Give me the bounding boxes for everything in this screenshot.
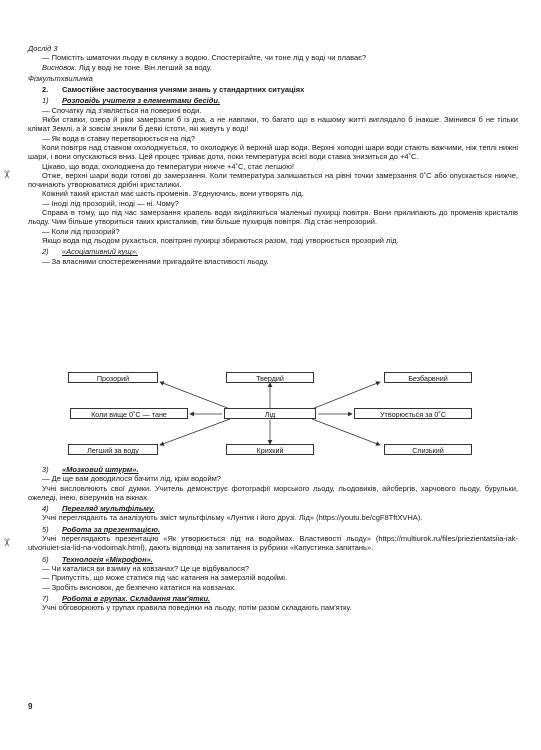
subsection-number: 5) [42, 524, 49, 534]
arrow-top-left [160, 382, 230, 409]
subsection-3-heading [28, 465, 518, 474]
break-title: Фізкультхвилинка [28, 73, 93, 83]
experiment-title: Дослід 3 [28, 44, 58, 53]
subsection-7-text: Учні обговорюють у групах правила поведінки на льоду, потім разом складають пам'ятку. [42, 603, 352, 613]
property-transparent: Прозорий [68, 372, 158, 383]
experiment-instruction: — Помістіть шматочки льоду в склянку з водою. Спостерігайте, чи тоне лід у воді чи плаває? [42, 53, 367, 63]
scissors-icon: ✂ [0, 169, 13, 180]
subsection-3-text: Учні висловлюють свої думки. Учитель демонструє фотографії морського льоду, льодовиків, айсбергів, харчового льоду, бурульки, ожеледі, інею, візерунків на вікнах. [28, 483, 518, 502]
subsection-number: 2) [42, 247, 49, 257]
subsection-6-question: — Зробіть висновок, де безпечно кататися на ковзанах. [42, 582, 237, 592]
story-paragraph: Коли повітря над ставком охолоджується, то охолоджує й верхній шар води. Верхні холодні шари води стають важчими, ніж теплі нижні шари, і вони опускаються вниз. Цей процес триває доти, поки температура всієї води ставка знизиться до +4˚С. [28, 142, 518, 162]
story-paragraph: Кожний такий кристал має шість променів. З'єднуючись, вони утворять лід. [42, 189, 304, 199]
conclusion-label: Висновок. [42, 62, 77, 72]
experiment-conclusion [28, 63, 518, 72]
conclusion-text: Лід у воді не тоне. Він легший за воду. [76, 62, 212, 72]
scissors-icon: ✂ [0, 537, 13, 548]
subsection-title: Технологія «Мікрофон». [62, 554, 153, 564]
property-slippery: Слизький [384, 444, 472, 455]
subsection-6-question: — Чи каталися ви взимку на ковзанах? Це це відбувалося? [42, 563, 250, 573]
property-forms: Утворюється за 0˚С [354, 408, 472, 419]
subsection-6-question: — Припустіть, що може статися під час катання на замерзлій водоймі. [42, 573, 288, 583]
property-melts: Коли вище 0˚С — тане [70, 408, 188, 419]
property-brittle: Крихкий [226, 444, 314, 455]
subsection-7-heading [28, 594, 518, 603]
subsection-number: 6) [42, 554, 49, 564]
section-number: 2. [42, 85, 49, 95]
diagram-center-ice: Лід [224, 408, 316, 419]
property-solid: Твердий [226, 372, 314, 383]
story-question: — Коли лід прозорий? [42, 226, 120, 236]
subsection-4-text: Учні переглядають та аналізують зміст мультфільму «Лунтик і його друзі. Лід» (https://youtu.be/cgF8TftXVHA). [42, 513, 423, 523]
subsection-title: «Мозковий штурм». [62, 465, 139, 474]
story-line: — Спочатку лід з'являється на поверхні води. [42, 105, 202, 115]
subsection-5-heading [28, 525, 518, 534]
story-paragraph: Якщо вода під льодом рухається, повітряні пухирці збираються разом, тоді утворюється прозорий лід. [42, 235, 399, 245]
subsection-number: 4) [42, 504, 49, 514]
arrow-bottom-left [160, 419, 230, 445]
association-diagram [50, 368, 490, 458]
subsection-title: «Асоціативний кущ». [62, 247, 138, 257]
story-paragraph: Справа в тому, що під час замерзання крапель води виділяються маленькі пухирці повітря. Вони прилипають до променів кристалів льоду. Чим більше утвориться таких кристаликів, тим більше пухирців повітря. Лід стає непрозорий. [28, 208, 518, 227]
subsection-5-text: Учні переглядають презентацію «Як утворюється лід на водоймах. Властивості льоду» (https://multiurok.ru/files/priezientatsiia-iak-utvoriuiet-sia-lid-na-vodoimak.html), дають відповіді на запитання із рубрики «Капустинка запитань». [28, 534, 518, 553]
story-paragraph: Отже, верхні шари води готові до замерзання. Коли температура залишається на рівні точки замерзання 0˚С або опускається нижче, починають утворюватися дрібні кристалики. [28, 170, 518, 190]
section-heading [28, 85, 518, 94]
subsection-number: 3) [42, 465, 49, 474]
subsection-6-heading [28, 555, 518, 564]
subsection-title: Робота за презентацією. [62, 524, 161, 534]
page-number: 9 [28, 702, 33, 711]
subsection-2-text: — За власними спостереженнями пригадайте властивості льоду. [42, 256, 269, 266]
subsection-3-question: — Де ще вам доводилося бачити лід, крім водойм? [42, 474, 221, 484]
arrow-bottom-right [312, 419, 380, 445]
subsection-title: Робота в групах. Складання пам'ятки. [62, 593, 211, 603]
story-question: — Іноді лід прозорий, іноді — ні. Чому? [42, 198, 179, 208]
story-paragraph: Цікаво, що вода, охолоджена до температури нижче +4˚С, стає легшою! [42, 161, 294, 171]
subsection-title: Перегляд мультфільму. [62, 504, 155, 514]
text-top [28, 44, 518, 266]
text-bottom [28, 463, 518, 612]
property-lighter: Легший за воду [68, 444, 158, 455]
story-question: — Як вода в ставку перетворюється на лід? [42, 133, 196, 143]
property-colorless: Безбарвний [384, 372, 472, 383]
subsection-title: Розповідь учителя з елементами бесіди. [62, 96, 221, 106]
arrow-top-right [312, 382, 380, 409]
story-paragraph: Якби ставки, озера й ріки замерзали б із дна, а не навпаки, то багато що в нашому житті виглядало б інакше. Змінився б не тільки клімат Землі, а й зовсім зникли б деякі істоти, які живуть у воді! [28, 115, 518, 134]
subsection-number: 1) [42, 96, 49, 106]
subsection-2-heading [28, 247, 518, 256]
subsection-1-heading [28, 96, 518, 105]
subsection-4-heading [28, 504, 518, 513]
subsection-number: 7) [42, 593, 49, 603]
section-title: Самостійне застосування учнями знань у стандартних ситуаціях [62, 85, 305, 95]
